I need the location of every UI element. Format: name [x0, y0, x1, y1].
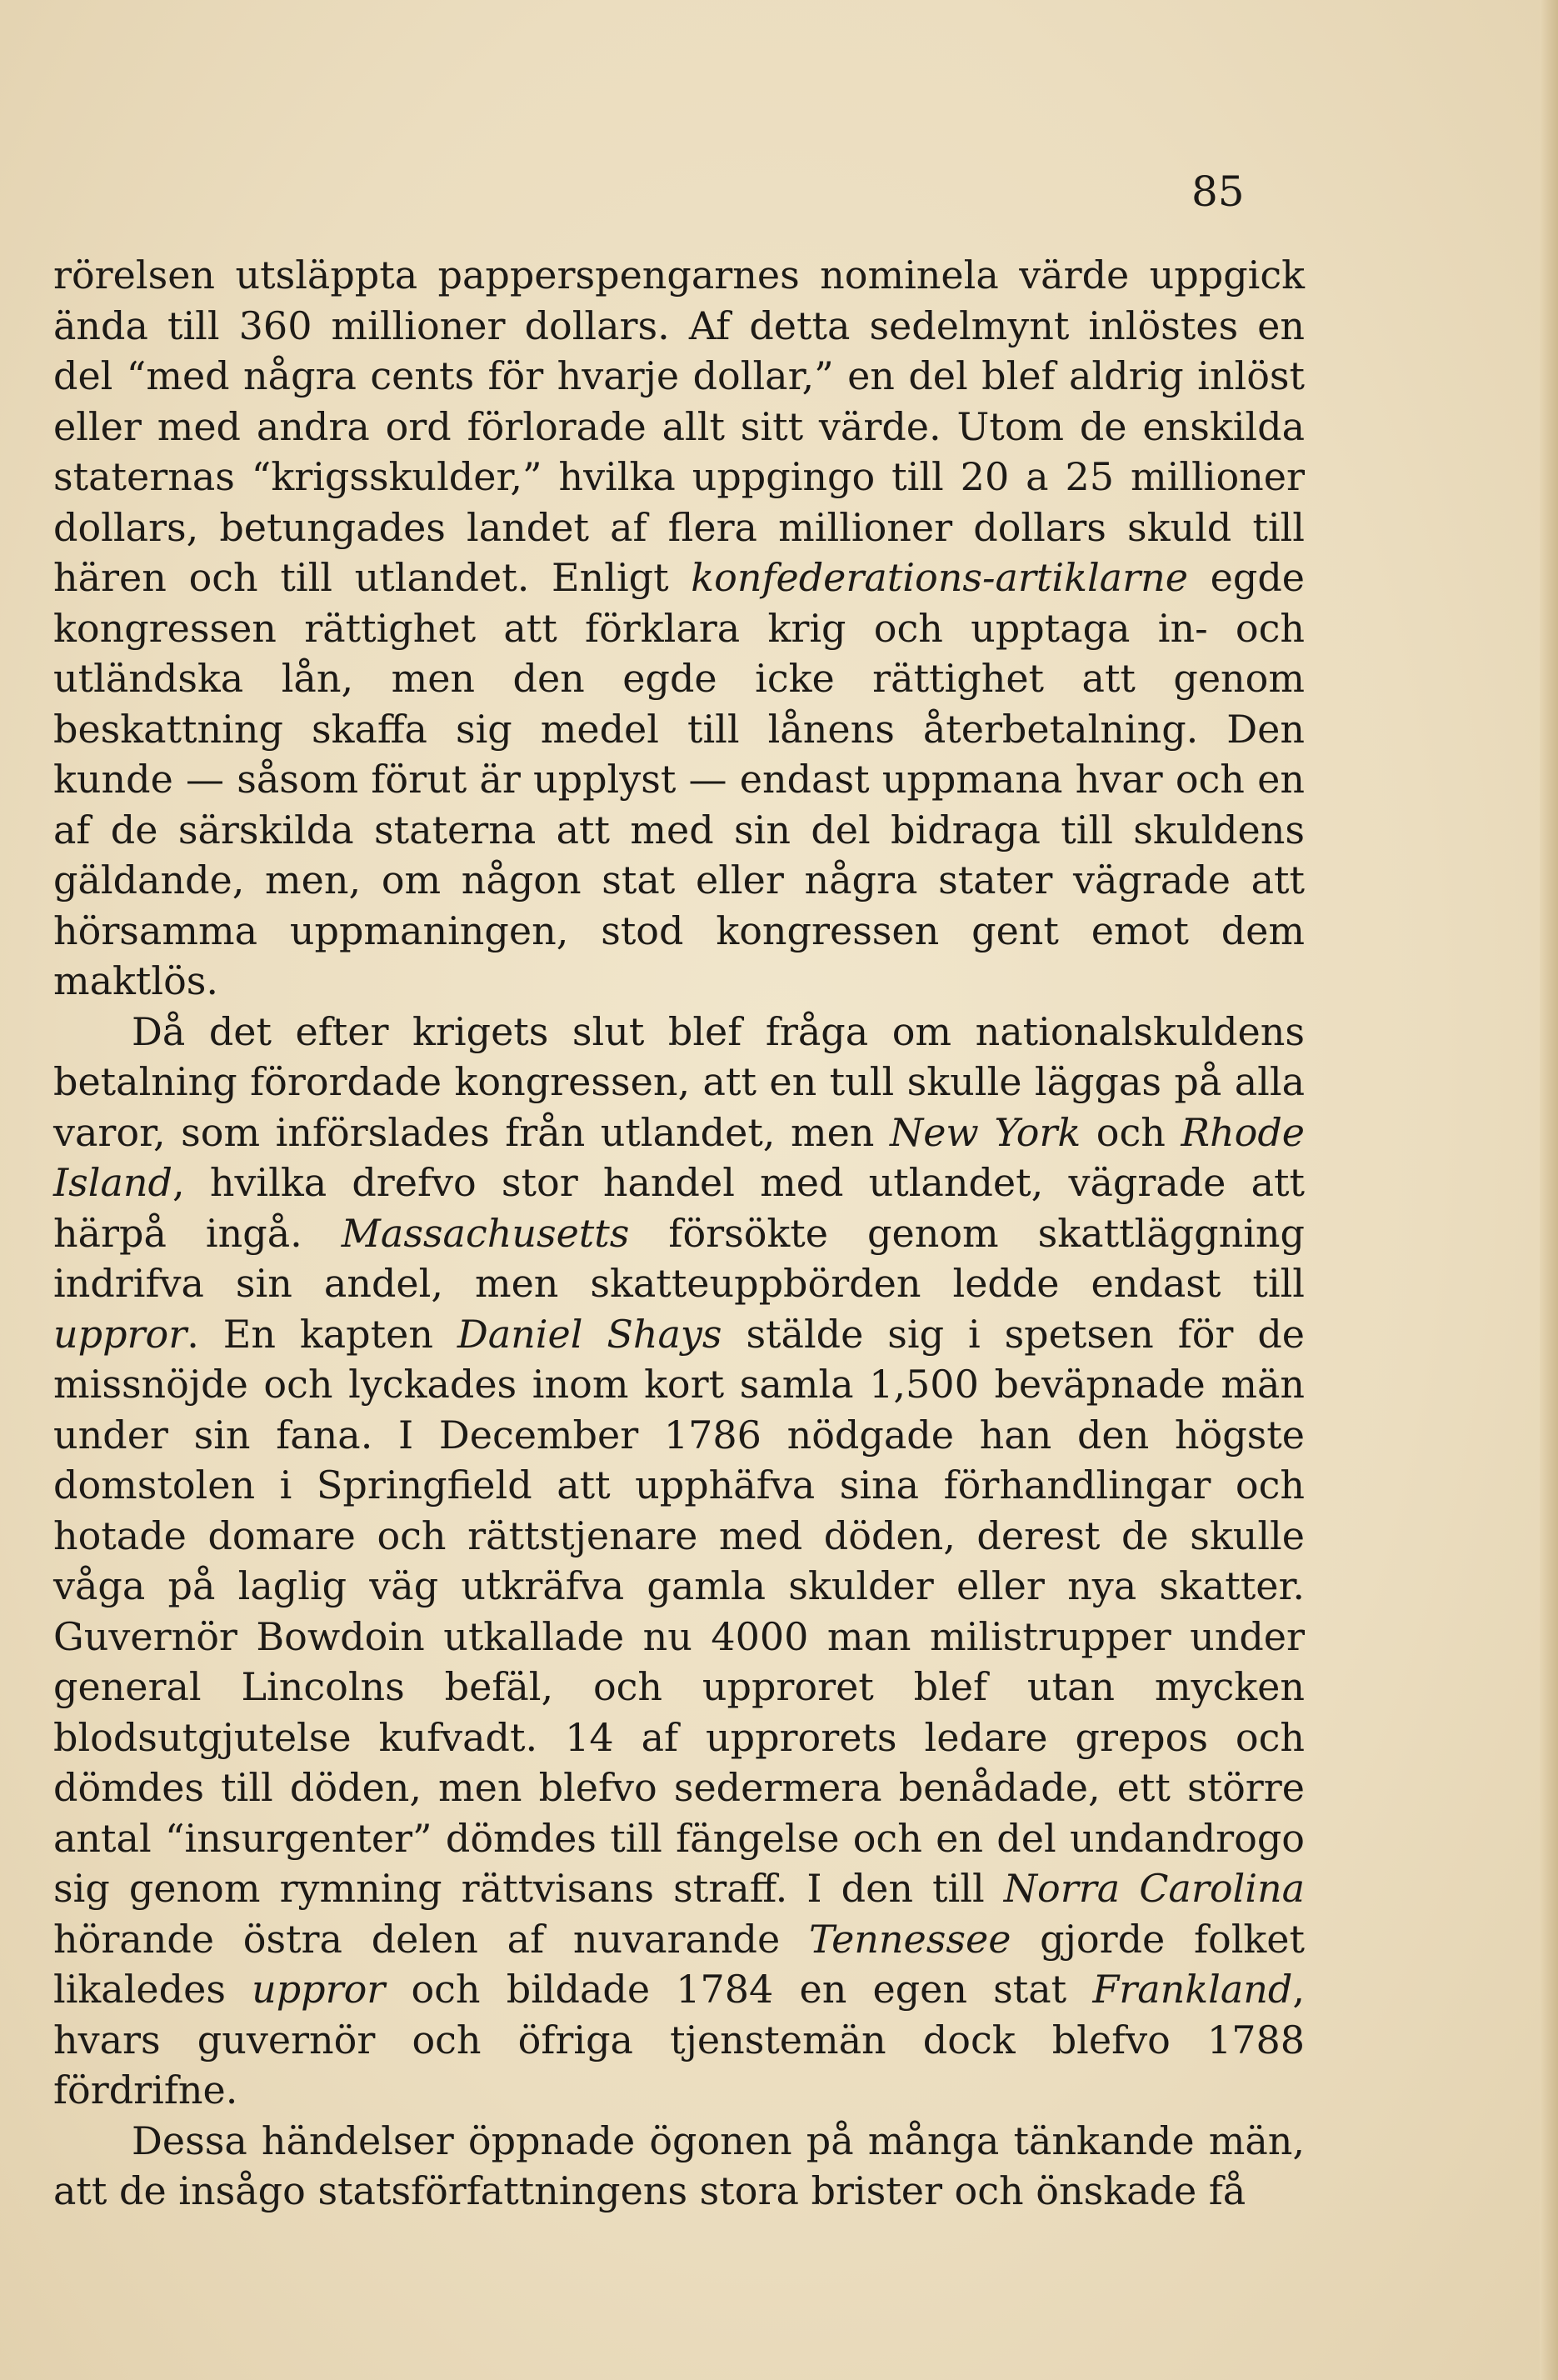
- paragraph-1: [53, 250, 1305, 1007]
- paragraph-3: Dessa händelser öppnade ögonen på många tänkande män, att de insågo statsförfattningens stora brister och önskade få: [53, 2118, 1305, 2213]
- italic-term: konfederations-artiklarne: [691, 555, 1188, 600]
- page-number: 85: [1191, 168, 1245, 216]
- italic-term-uppror: uppror: [252, 1967, 386, 2012]
- paragraph-2: [53, 1007, 1305, 2116]
- italic-place-rhode-island: Rhode Island: [53, 1109, 1305, 1205]
- text-run: gjorde folket likaledes: [53, 1916, 1305, 2012]
- text-run: försökte genom skattläggning indrifva sin andel, men skatteuppbörden ledde endast till: [53, 1210, 1305, 1306]
- text-run: Då det efter krigets slut blef fråga om nationalskuldens betalning förordade kongressen, att en tull skulle läggas på alla varor, som införslades från utlandet, men: [53, 1008, 1305, 1155]
- text-run: stälde sig i spetsen för de missnöjde och lyckades inom kort samla 1,500 beväpnade män under sin fana. I December 1786 nödgade han den högste domstolen i Springfield att upphäfva sina förhandlingar och hotade domare och rättstjenare med döden, derest de skulle våga på laglig väg utkräfva gamla skulder eller nya skatter. Guvernör Bowdoin utkallade nu 4000 man milistrupper under general Lincolns befäl, och upproret blef utan mycken blodsutgjutelse kufvadt. 14 af upprorets ledare grepos och dömdes till döden, men blefvo sedermera benådade, ett större antal “insurgenter” dömdes till fängelse och en del undandrogo sig genom rymning rättvisans straff. I den till: [53, 1311, 1306, 1911]
- text-run: . En kapten: [187, 1311, 457, 1357]
- text-run: och bildade 1784 en egen stat: [385, 1967, 1093, 2012]
- text-run: rörelsen utsläppta papperspengarnes nominela värde uppgick ända till 360 millioner dollars. Af detta sedelmynt inlöstes en del “med några cents för hvarje dollar,” en del blef aldrig inlöst eller med andra ord förlorade allt sitt värde. Utom de enskilda staternas “krigsskulder,” hvilka uppgingo till 20 a 25 millioner dollars, betungades landet af flera millioner dollars skuld till hären och till utlandet. Enligt: [53, 252, 1305, 600]
- text-run: egde kongressen rättighet att förklara krig och upptaga in- och utländska lån, men den egde icke rättighet att genom beskattning skaffa sig medel till lånens återbetalning. Den kunde — såsom förut är upplyst — endast uppmana hvar och en af de särskilda staterna att med sin del bidraga till skuldens gäldande, men, om någon stat eller några stater vägrade att hörsamma uppmaningen, stod kongressen gent emot dem maktlös.: [53, 555, 1305, 1003]
- text-run: , hvilka drefvo stor handel med utlandet, vägrade att härpå ingå.: [53, 1160, 1305, 1256]
- italic-place-tennessee: Tennessee: [808, 1916, 1011, 1962]
- italic-name-daniel-shays: Daniel Shays: [457, 1311, 722, 1357]
- body-text: [53, 250, 1305, 2217]
- text-run: , hvars guvernör och öfriga tjenstemän dock blefvo 1788 fördrifne.: [53, 1967, 1305, 2112]
- italic-place-massachusetts: Massachusetts: [341, 1210, 630, 1256]
- page-edge: [1540, 0, 1558, 2380]
- text-run: hörande östra delen af nuvarande: [53, 1916, 809, 1962]
- italic-place-norra-carolina: Norra Carolina: [1003, 1866, 1305, 1911]
- italic-term-uppror: uppror: [53, 1311, 187, 1357]
- text-run: och: [1081, 1109, 1181, 1155]
- italic-place-frankland: Frankland: [1092, 1967, 1293, 2012]
- italic-place-new-york: New York: [889, 1109, 1081, 1155]
